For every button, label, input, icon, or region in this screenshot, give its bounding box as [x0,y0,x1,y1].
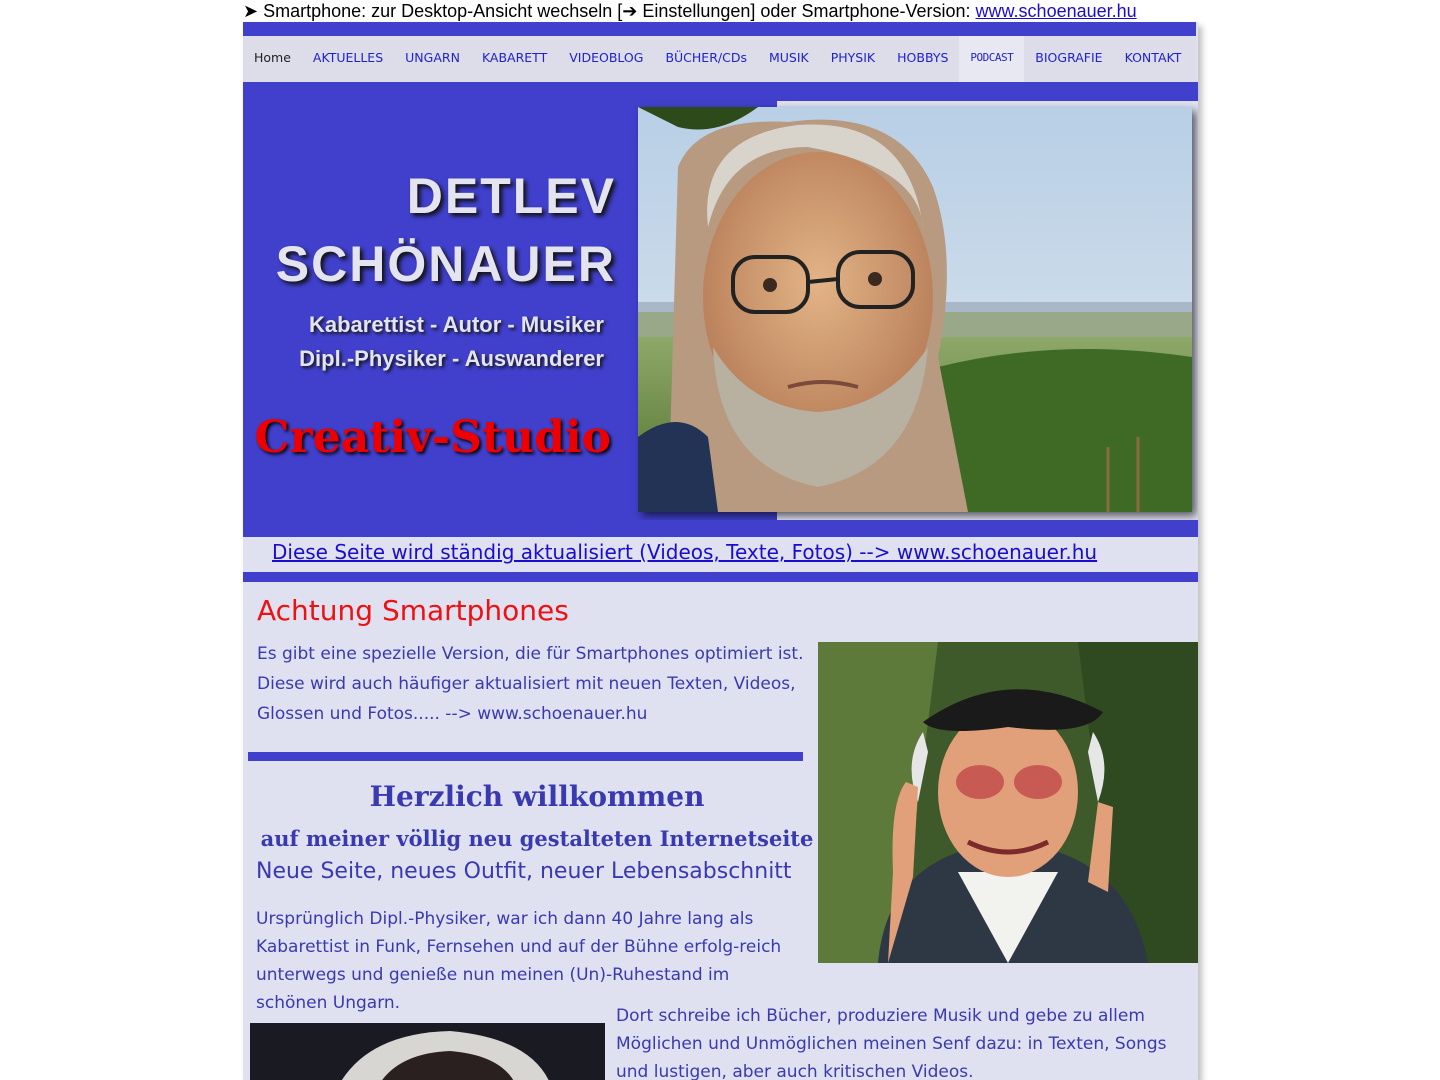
hero-first-name: DETLEV [406,168,616,224]
smartphones-text: Es gibt eine spezielle Version, die für Smartphones optimiert ist. Diese wird auch häufiger aktualisiert mit neuen Texten, Videos, Glossen und Fotos..... --> www.schoenauer.hu [257,644,804,724]
nav-item-home[interactable]: Home [254,50,291,65]
nav-item-buecher-cds[interactable]: BÜCHER/CDs [665,50,747,65]
nav-item-biografie[interactable]: BIOGRAFIE [1035,50,1103,65]
section-divider [248,752,803,761]
beret-portrait-photo [818,642,1198,963]
small-portrait-image [250,1023,605,1080]
nav-item-podcast[interactable]: PODCAST [959,36,1024,82]
hero-last-name: SCHÖNAUER [275,236,616,292]
welcome-heading: Herzlich willkommen [369,780,705,813]
nav-item-videoblog[interactable]: VIDEOBLOG [569,50,644,65]
welcome-subheading: auf meiner völlig neu gestalteten Internetseite [260,826,814,851]
nav-item-physik[interactable]: PHYSIK [830,50,876,65]
hero-section [243,82,1198,537]
main-nav [243,36,1196,82]
hero-portrait-photo [638,107,1192,512]
hero-name [276,162,616,298]
smartphone-hint [243,0,1137,22]
welcome-intro-text: Ursprünglich Dipl.-Physiker, war ich dann 40 Jahre lang als Kabarettist in Funk, Fernsehen und auf der Bühne erfolg-reich unterwegs und genieße nun meinen (Un)-Ruhestand im schönen Ungarn. [256,909,782,1013]
beret-portrait-image [818,642,1198,963]
banner-bottom-bar [243,572,1198,582]
nav-item-kontakt[interactable]: KONTAKT [1124,50,1182,65]
hero-tagline-1: Kabarettist - Autor - Musiker [308,312,604,337]
portrait-landscape-image [638,107,1192,512]
smartphones-heading: Achtung Smartphones [257,594,569,627]
nav-item-musik[interactable]: MUSIK [768,50,809,65]
banner-top-bar [243,520,1198,537]
smartphone-hint-text: ➤ Smartphone: zur Desktop-Ansicht wechseln [➔ Einstellungen] oder Smartphone-Version: [243,1,976,21]
hero-studio-title: Creativ-Studio [254,412,611,463]
welcome-more-text: Dort schreibe ich Bücher, produziere Musik und gebe zu allem Möglichen und Unmöglichen meinen Senf dazu: in Texten, Songs und lustigen, aber auch kritischen Videos. [616,1006,1167,1080]
page-container [243,22,1198,1080]
nav-item-aktuelles[interactable]: AKTUELLES [312,50,384,65]
hero-tagline [243,308,604,376]
hero-tagline-2: Dipl.-Physiker - Auswanderer [299,346,604,371]
nav-top-bar [243,22,1196,36]
nav-item-hobbys[interactable]: HOBBYS [897,50,949,65]
small-portrait-photo [250,1023,605,1080]
smartphone-version-link[interactable]: www.schoenauer.hu [975,1,1137,21]
update-banner [243,537,1198,572]
nav-item-kabarett[interactable]: KABARETT [481,50,548,65]
welcome-subheading-2: Neue Seite, neues Outfit, neuer Lebensabschnitt [256,859,792,884]
update-banner-link[interactable]: Diese Seite wird ständig aktualisiert (Videos, Texte, Fotos) --> www.schoenauer.hu [272,540,1098,564]
nav-item-ungarn[interactable]: UNGARN [405,50,460,65]
